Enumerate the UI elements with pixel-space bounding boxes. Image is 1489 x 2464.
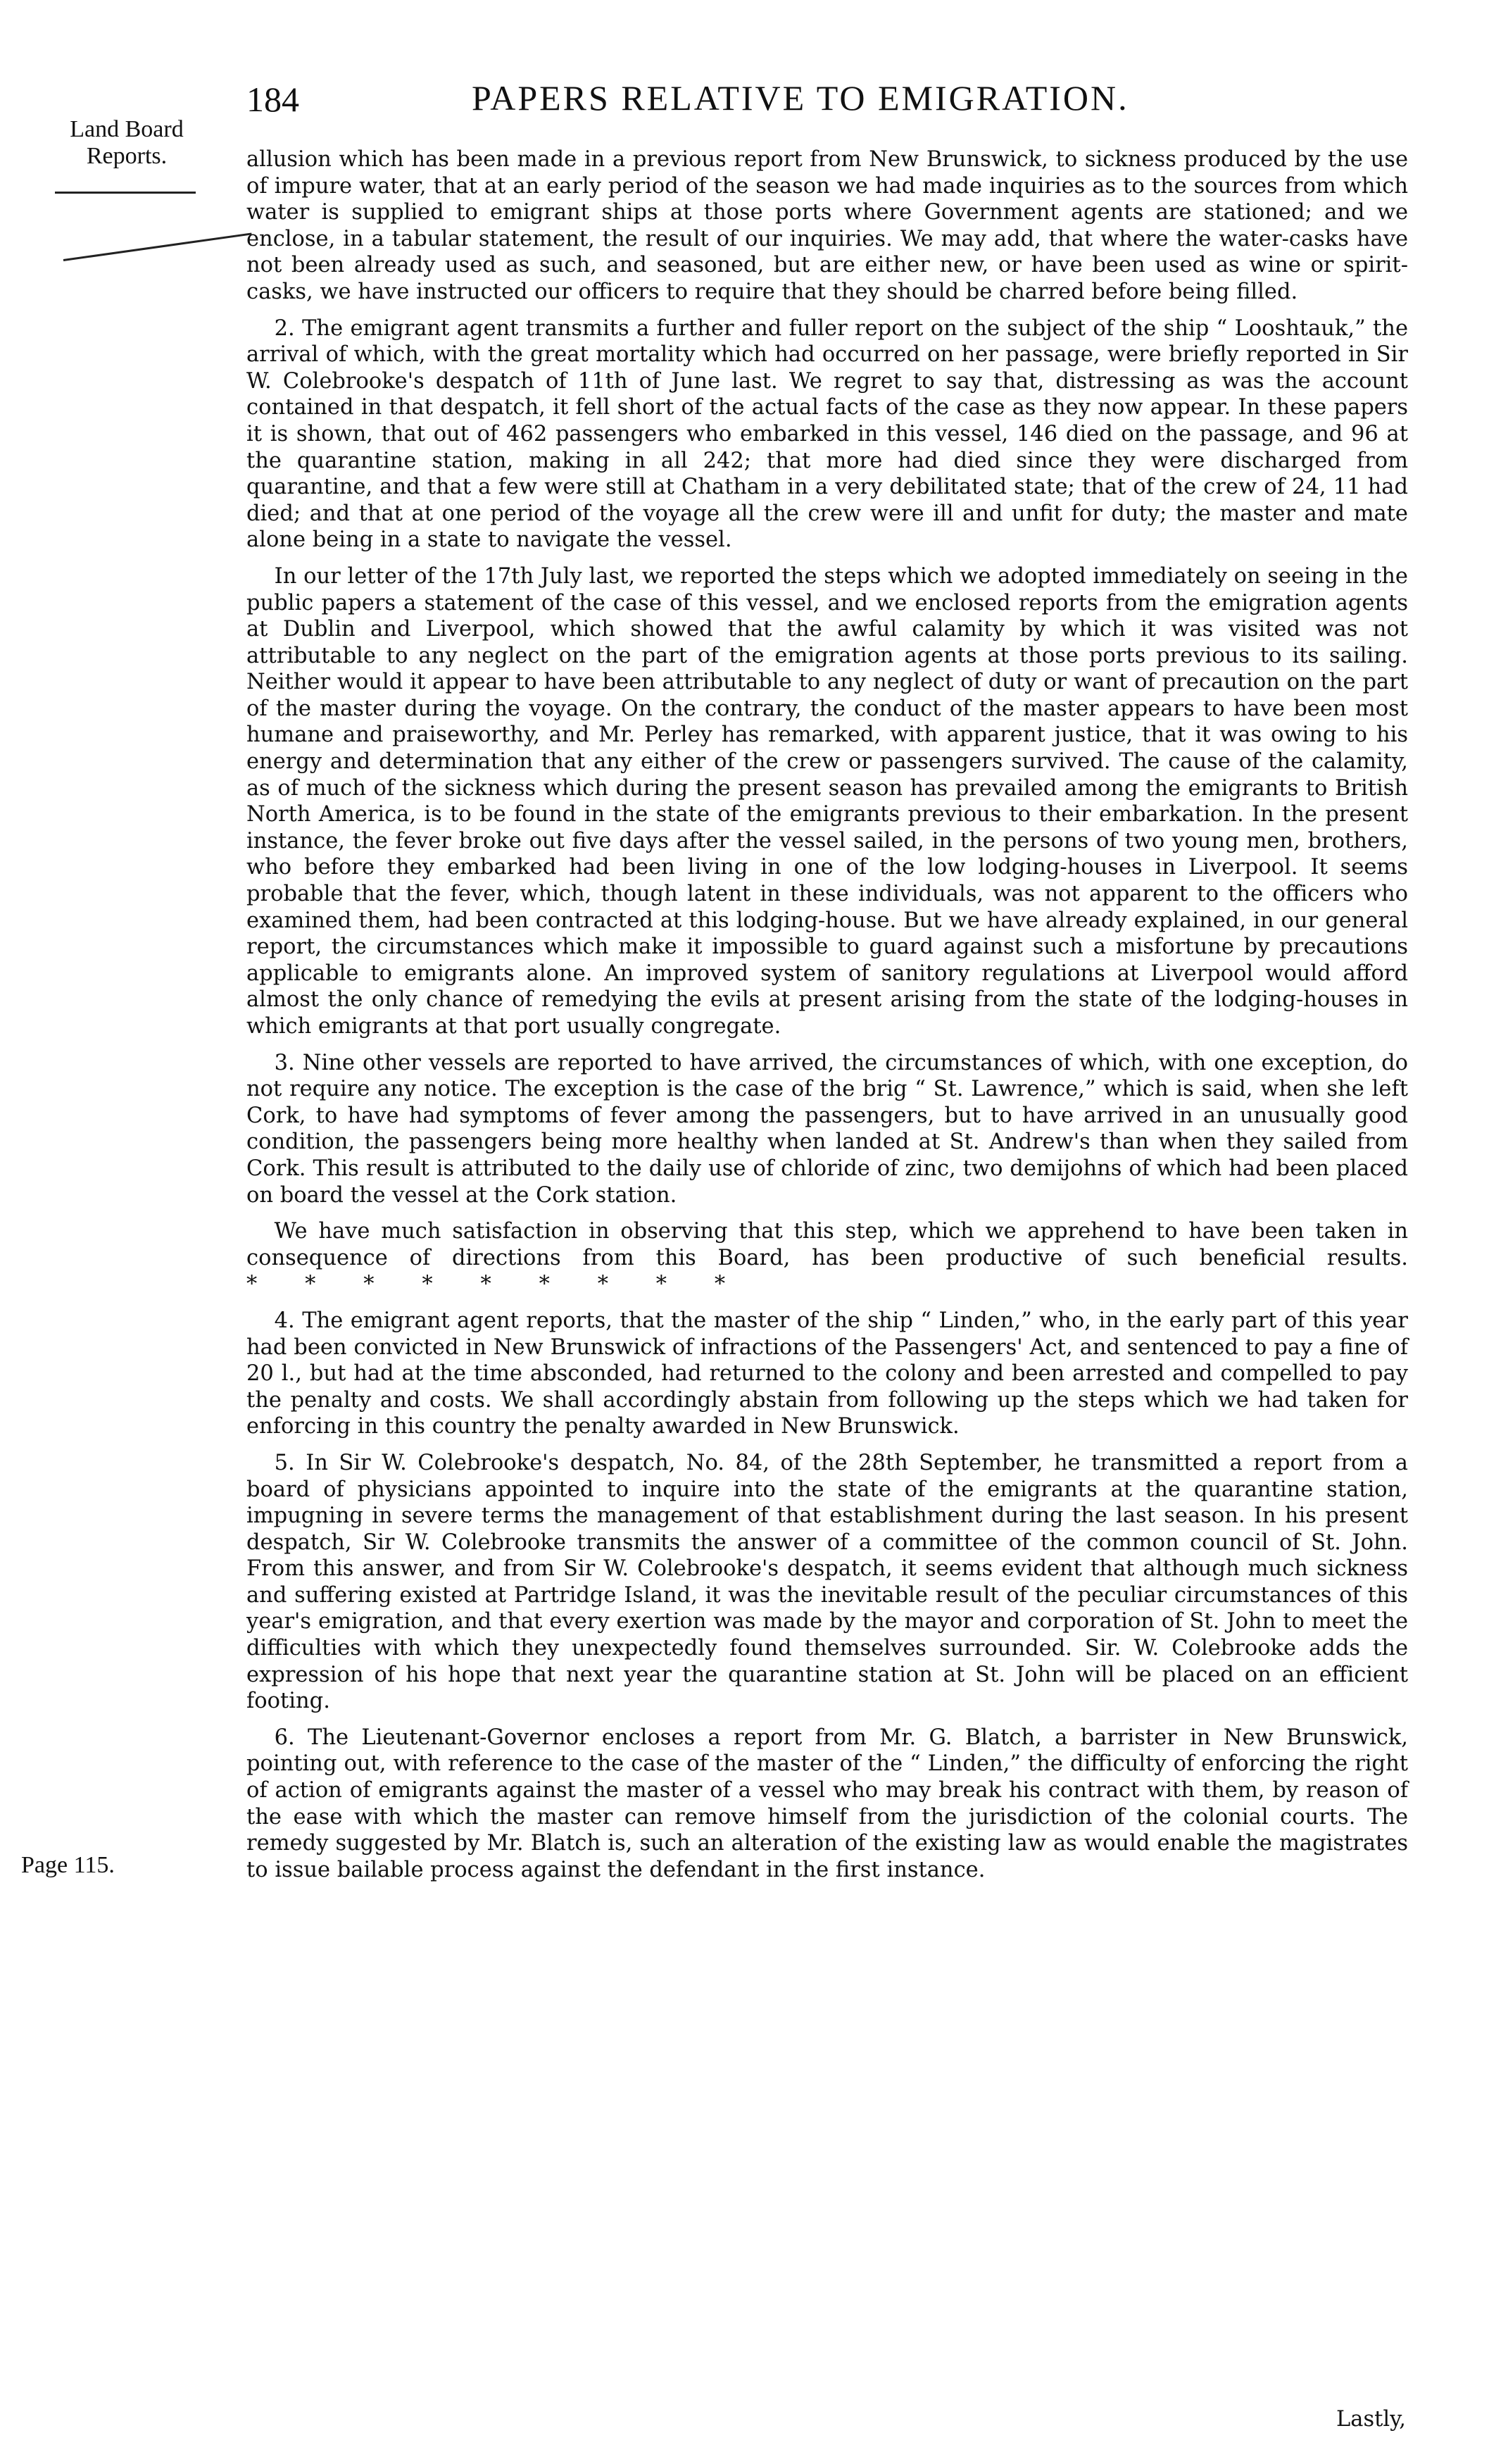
paragraph-satisfaction-text: We have much satisfaction in observing that this step, which we apprehend to have been taken in consequence of directions from this Board, has been productive of such beneficial results. bbox=[246, 1219, 1408, 1270]
marginal-side-heading: Land Board Reports. bbox=[70, 116, 184, 169]
paragraph-4: 4. The emigrant agent reports, that the master of the ship “ Linden,” who, in the early part of this year had been convicted in New Brunswick of infractions of the Passengers' Act, and sentenced to pay a fine of 20 l., but had at the time absconded, had returned to the colony and been arrested and compelled to pay the penalty and costs. We shall accordingly abstain from following up the steps which we had taken for enforcing in this country the penalty awarded in New Brunswick. bbox=[246, 1308, 1408, 1439]
paragraph-letter-17th-july: In our letter of the 17th July last, we reported the steps which we adopted immediately on seeing in the public papers a statement of the case of this vessel, and we enclosed reports from the emigration agents at Dublin and Liverpool, which showed that the awful calamity by which it was visited was not attributable to any neglect on the part of the emigration agents at those ports previous to its sailing. Neither would it appear to have been attributable to any neglect of duty or want of precaution on the part of the master during the voyage. On the contrary, the conduct of the master appears to have been most humane and praiseworthy, and Mr. Perley has remarked, with apparent justice, that it was owing to his energy and determination that any either of the crew or passengers survived. The cause of the calamity, as of much of the sickness which during the present season has prevailed among the emigrants to British North America, is to be found in the state of the emigrants previous to their embarkation. In the present instance, the fever broke out five days after the vessel sailed, in the persons of two young men, brothers, who before they embarked had been living in one of the low lodging-houses in Liverpool. It seems probable that the fever, which, though latent in these individuals, was not apparent to the officers who examined them, had been contracted at this lodging-house. But we have already explained, in our general report, the circumstances which make it impossible to guard against such a misfortune by precautions applicable to emigrants alone. An improved system of sanitory regulations at Liverpool would afford almost the only chance of remedying the evils at present arising from the state of the lodging-houses in which emigrants at that port usually congregate. bbox=[246, 563, 1408, 1039]
handwritten-margin-stroke bbox=[63, 232, 252, 261]
body-text bbox=[246, 146, 1408, 1893]
paragraph-continuation: allusion which has been made in a previous report from New Brunswick, to sickness produced by the use of impure water, that at an early period of the season we had made inquiries as to the sources from which water is supplied to emigrant ships at those ports where Government agents are stationed; and we enclose, in a tabular statement, the result of our inquiries. We may add, that where the water-casks have not been already used as such, and seasoned, but are either new, or have been used as wine or spirit-casks, we have instructed our officers to require that they should be charred before being filled. bbox=[246, 147, 1408, 304]
paragraph-satisfaction bbox=[246, 1218, 1408, 1298]
catchword: Lastly, bbox=[1336, 2407, 1406, 2432]
page-number: 184 bbox=[246, 80, 299, 119]
omission-marks: * * * * * * * * * bbox=[246, 1272, 726, 1297]
marginal-page-reference: Page 115. bbox=[21, 1852, 115, 1878]
paragraph-2: 2. The emigrant agent transmits a further and fuller report on the subject of the ship “ Looshtauk,” the arrival of which, with the great mortality which had occurred on her passage, were briefly reported in Sir W. Colebrooke's despatch of 11th of June last. We regret to say that, distressing as was the account contained in that despatch, it fell short of the actual facts of the case as they now appear. In these papers it is shown, that out of 462 passengers who embarked in this vessel, 146 died on the passage, and 96 at the quarantine station, making in all 242; that more had died since they were discharged from quarantine, and that a few were still at Chatham in a very debilitated state; that of the crew of 24, 11 had died; and that at one period of the voyage all the crew were ill and unfit for duty; the master and mate alone being in a state to navigate the vessel. bbox=[246, 315, 1408, 553]
paragraph-6: 6. The Lieutenant-Governor encloses a report from Mr. G. Blatch, a barrister in New Brunswick, pointing out, with reference to the case of the master of the “ Linden,” the difficulty of enforcing the right of action of emigrants against the master of a vessel who may break his contract with them, by reason of the ease with which the master can remove himself from the jurisdiction of the colonial courts. The remedy suggested by Mr. Blatch is, such an alteration of the existing law as would enable the magistrates to issue bailable process against the defendant in the first instance. bbox=[246, 1725, 1408, 1882]
marginal-rule bbox=[55, 192, 196, 194]
running-head-title: PAPERS RELATIVE TO EMIGRATION. bbox=[472, 78, 1129, 118]
paragraph-5: 5. In Sir W. Colebrooke's despatch, No. 84, of the 28th September, he transmitted a report from a board of physicians appointed to inquire into the state of the emigrants at the quarantine station, impugning in severe terms the management of that establishment during the last season. In his present despatch, Sir W. Colebrooke transmits the answer of a committee of the common council of St. John. From this answer, and from Sir W. Colebrooke's despatch, it seems evident that although much sickness and suffering existed at Partridge Island, it was the inevitable result of the peculiar circumstances of this year's emigration, and that every exertion was made by the mayor and corporation of St. John to meet the difficulties with which they unexpectedly found themselves surrounded. Sir. W. Colebrooke adds the expression of his hope that next year the quarantine station at St. John will be placed on an efficient footing. bbox=[246, 1450, 1408, 1714]
paragraph-3: 3. Nine other vessels are reported to have arrived, the circumstances of which, with one exception, do not require any notice. The exception is the case of the brig “ St. Lawrence,” which is said, when she left Cork, to have had symptoms of fever among the passengers, but to have arrived in an unusually good condition, the passengers being more healthy when landed at St. Andrew's than when they sailed from Cork. This result is attributed to the daily use of chloride of zinc, two demijohns of which had been placed on board the vessel at the Cork station. bbox=[246, 1050, 1408, 1208]
